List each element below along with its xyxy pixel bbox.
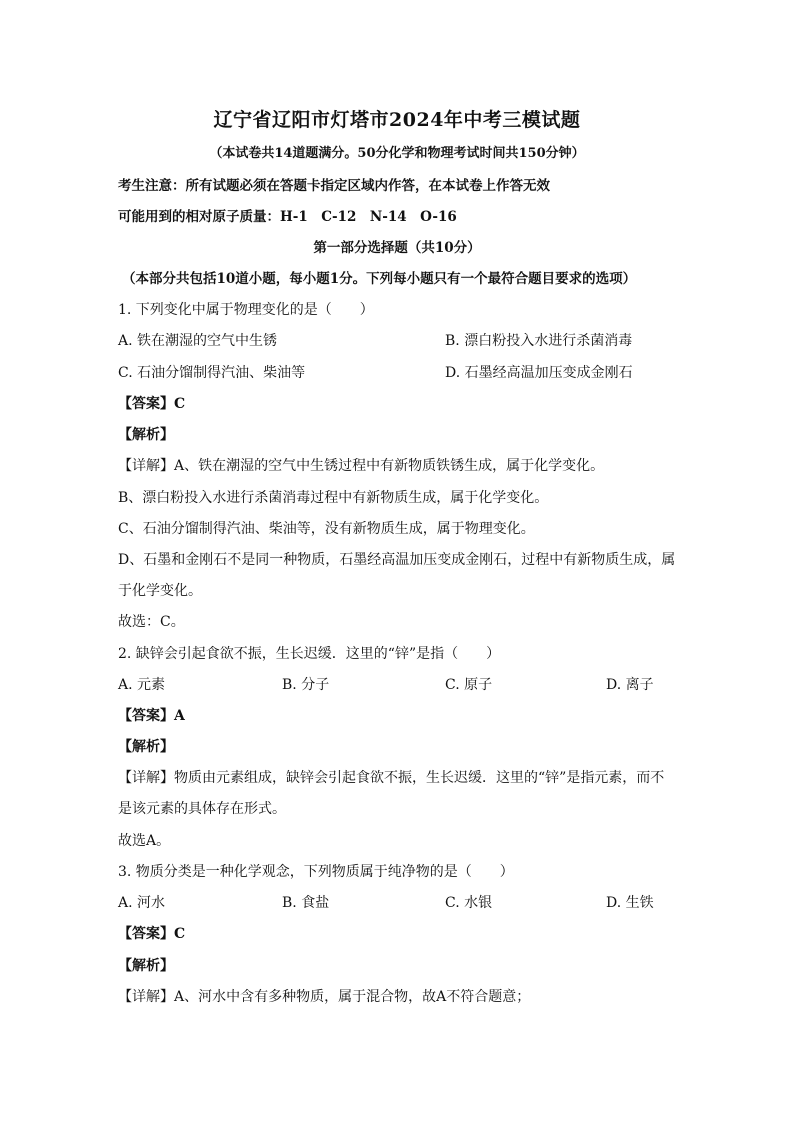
question-3-stem: 3. 物质分类是一种化学观念，下列物质属于纯净物的是（ ） [118, 864, 514, 880]
question-2-stem: 2. 缺锌会引起食欲不振，生长迟缓．这里的“锌”是指（ ） [118, 646, 501, 662]
question-1-detail-1: 【详解】A、铁在潮湿的空气中生锈过程中有新物质铁锈生成，属于化学变化。 [118, 458, 605, 474]
question-1-stem: 1. 下列变化中属于物理变化的是（ ） [118, 302, 374, 318]
question-1-analysis-label: 【解析】 [118, 427, 174, 443]
question-1-detail-3: C、石油分馏制得汽油、柴油等，没有新物质生成，属于物理变化。 [118, 521, 535, 537]
question-3-analysis-label: 【解析】 [118, 958, 174, 974]
question-1-detail-4b: 于化学变化。 [118, 583, 202, 599]
question-2-option-a: A. 元素 [118, 677, 166, 693]
question-1-option-d: D. 石墨经高温加压变成金刚石 [445, 365, 633, 381]
question-1-detail-2: B、漂白粉投入水进行杀菌消毒过程中有新物质生成，属于化学变化。 [118, 490, 549, 506]
exam-subtitle: （本试卷共14道题满分。50分化学和物理考试时间共150分钟） [209, 146, 585, 161]
exam-notice: 考生注意：所有试题必须在答题卡指定区域内作答，在本试卷上作答无效 [118, 178, 550, 194]
question-1-option-b: B. 漂白粉投入水进行杀菌消毒 [445, 333, 633, 349]
question-2-option-d: D. 离子 [606, 677, 654, 693]
question-3-option-d: D. 生铁 [606, 895, 654, 911]
question-2-option-c: C. 原子 [445, 677, 493, 693]
question-3-answer: 【答案】C [118, 926, 186, 942]
question-3-detail-1: 【详解】A、河水中含有多种物质，属于混合物，故A不符合题意； [118, 989, 531, 1005]
section-title: 第一部分选择题（共10分） [313, 240, 481, 256]
question-2-detail-1: 【详解】物质由元素组成，缺锌会引起食欲不振，生长迟缓．这里的“锌”是指元素，而不 [118, 770, 665, 786]
question-2-analysis-label: 【解析】 [118, 739, 174, 755]
question-1-option-c: C. 石油分馏制得汽油、柴油等 [118, 365, 306, 381]
question-1-conclusion: 故选：C。 [118, 614, 185, 630]
question-2-conclusion: 故选A。 [118, 833, 171, 849]
question-2-option-b: B. 分子 [282, 677, 330, 693]
question-3-option-a: A. 河水 [118, 895, 166, 911]
page-title: 辽宁省辽阳市灯塔市2024年中考三模试题 [213, 109, 581, 131]
question-3-option-c: C. 水银 [445, 895, 493, 911]
question-2-detail-2: 是该元素的具体存在形式。 [118, 801, 286, 817]
atomic-mass-line: 可能用到的相对原子质量：H-1 C-12 N-14 O-16 [118, 209, 457, 225]
question-2-answer: 【答案】A [118, 708, 185, 724]
question-1-option-a: A. 铁在潮湿的空气中生锈 [118, 333, 278, 349]
question-1-detail-4a: D、石墨和金刚石不是同一种物质，石墨经高温加压变成金刚石，过程中有新物质生成，属 [118, 552, 676, 568]
question-3-option-b: B. 食盐 [282, 895, 330, 911]
section-instruction: （本部分共包括10道小题，每小题1分。下列每小题只有一个最符合题目要求的选项） [122, 271, 637, 287]
question-1-answer: 【答案】C [118, 396, 186, 412]
